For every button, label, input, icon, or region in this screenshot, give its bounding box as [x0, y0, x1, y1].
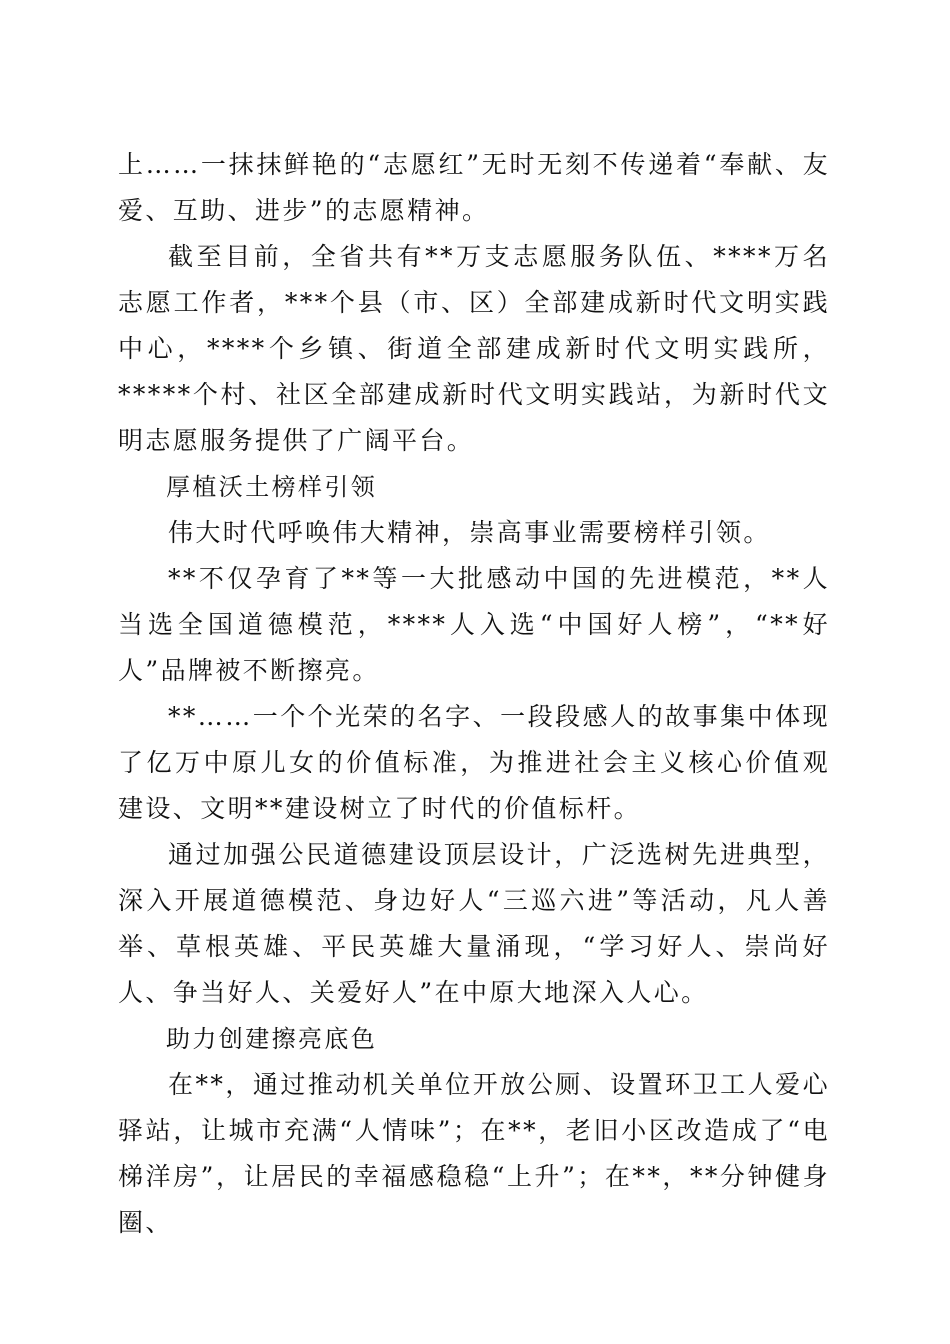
document-body — [118, 142, 830, 1246]
paragraph-volunteer-statistics: 截至目前，全省共有**万支志愿服务队伍、****万名志愿工作者，***个县（市、区）全部建成新时代文明实践中心，****个乡镇、街道全部建成新时代文明实践所，*****个村、社区全部建成新时代文明实践站，为新时代文明志愿服务提供了广阔平台。 — [118, 242, 830, 455]
paragraph-continuation: 上……一抹抹鲜艳的“志愿红”无时无刻不传递着“奉献、友爱、互助、进步”的志愿精神。 — [118, 150, 830, 225]
paragraph-civic-morality: 通过加强公民道德建设顶层设计，广泛选树先进典型，深入开展道德模范、身边好人“三巡六进”等活动，凡人善举、草根英雄、平民英雄大量涌现，“学习好人、崇尚好人、争当好人、关爱好人”在中原大地深入人心。 — [118, 840, 830, 1007]
section-heading-role-models: 厚植沃土榜样引领 — [166, 473, 378, 501]
paragraph-city-improvements: 在**，通过推动机关单位开放公厕、设置环卫工人爱心驿站，让城市充满“人情味”；在**，老旧小区改造成了“电梯洋房”，让居民的幸福感稳稳“上升”；在**，**分钟健身圈、 — [118, 1070, 830, 1237]
paragraph-moral-models: **不仅孕育了**等一大批感动中国的先进模范，**人当选全国道德模范，****人入选“中国好人榜”，“**好人”品牌被不断擦亮。 — [118, 564, 830, 685]
paragraph-glorious-names: **……一个个光荣的名字、一段段感人的故事集中体现了亿万中原儿女的价值标准，为推进社会主义核心价值观建设、文明**建设树立了时代的价值标杆。 — [118, 702, 830, 823]
section-heading-civilization-creation: 助力创建擦亮底色 — [166, 1025, 378, 1053]
paragraph-great-era: 伟大时代呼唤伟大精神，崇高事业需要榜样引领。 — [168, 518, 771, 547]
